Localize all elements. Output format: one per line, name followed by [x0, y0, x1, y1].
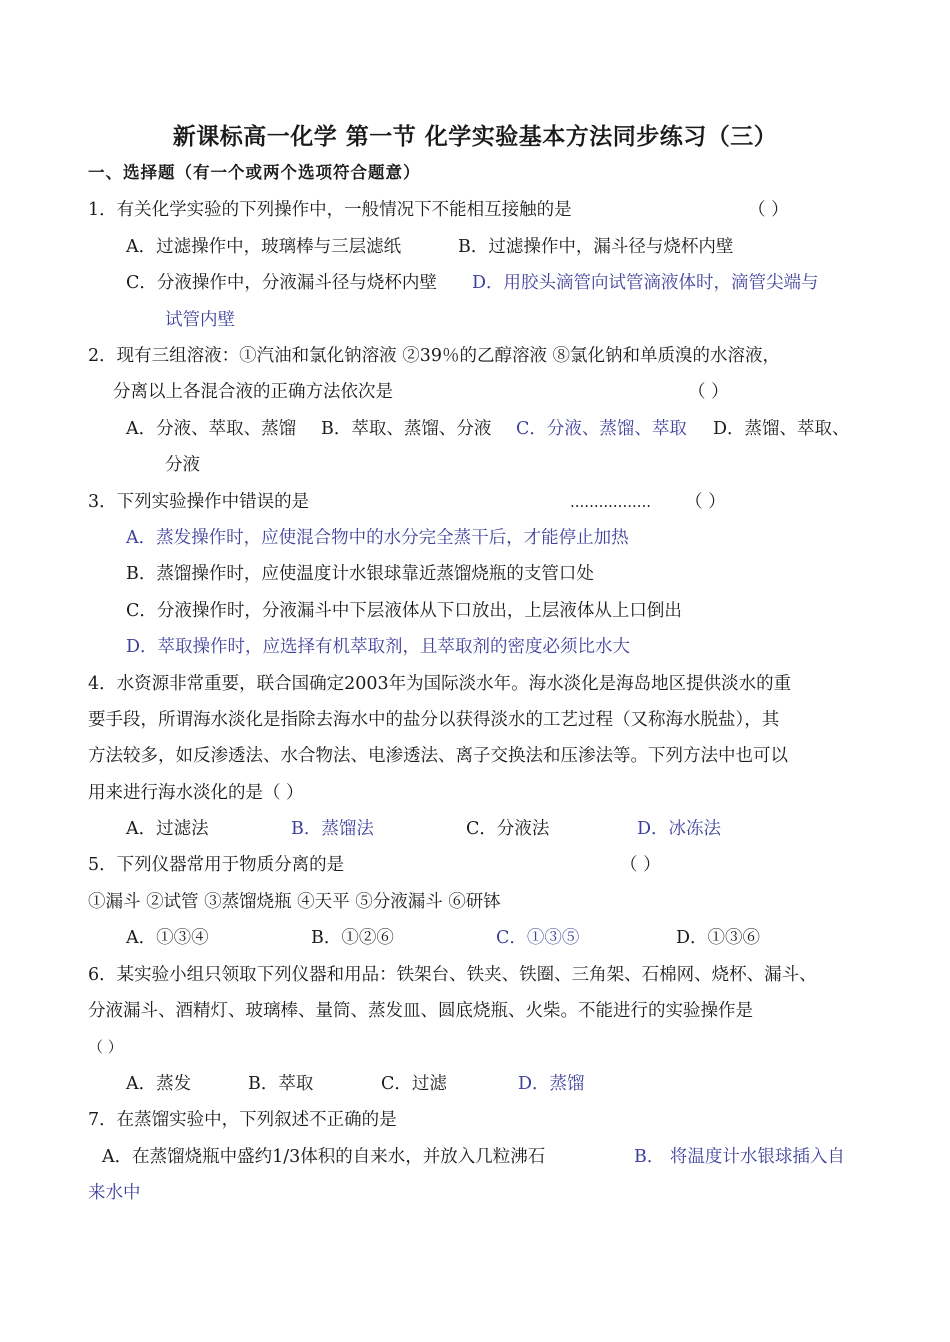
q3-dot-leader: ................. [570, 493, 652, 511]
q2-option-c: C．分液、蒸馏、萃取 [516, 419, 687, 439]
q6-option-a: A．蒸发 [126, 1074, 192, 1094]
q3-answer-paren: （ ） [685, 492, 726, 512]
q7-option-a: A．在蒸馏烧瓶中盛约1/3体积的自来水，并放入几粒沸石 [102, 1147, 546, 1167]
q3-stem: 3．下列实验操作中错误的是 [88, 492, 310, 512]
q5-option-a: A．①③④ [126, 928, 209, 948]
q3-option-d: D．萃取操作时，应选择有机萃取剂，且萃取剂的密度必须比水大 [126, 637, 631, 657]
q1-answer-paren: （ ） [748, 200, 789, 220]
q1-option-d: D．用胶头滴管向试管滴液体时，滴管尖端与 [472, 273, 819, 293]
q1-option-c: C．分液操作中，分液漏斗径与烧杯内壁 [126, 273, 437, 293]
q4-stem-line4: 用来进行海水淡化的是（ ） [88, 783, 304, 803]
q6-answer-paren: （ ） [88, 1038, 123, 1056]
q6-option-b: B．萃取 [248, 1074, 314, 1094]
q1-stem: 1．有关化学实验的下列操作中，一般情况下不能相互接触的是 [88, 200, 572, 220]
q6-option-c: C．过滤 [381, 1074, 447, 1094]
q7-stem: 7．在蒸馏实验中，下列叙述不正确的是 [88, 1110, 397, 1130]
q2-stem-line1: 2．现有三组溶液：①汽油和氯化钠溶液 ②39％的乙醇溶液 ⑧氯化钠和单质溴的水溶液， [88, 346, 781, 366]
q4-option-b: B．蒸馏法 [291, 819, 374, 839]
q5-answer-paren: （ ） [620, 855, 661, 875]
q4-option-a: A．过滤法 [126, 819, 209, 839]
q5-option-d: D．①③⑥ [676, 928, 761, 948]
q3-option-c: C．分液操作时，分液漏斗中下层液体从下口放出，上层液体从上口倒出 [126, 601, 682, 621]
q2-option-d-cont: 分液 [165, 455, 200, 475]
q2-answer-paren: （ ） [688, 382, 729, 402]
q3-option-a: A．蒸发操作时，应使混合物中的水分完全蒸干后，才能停止加热 [126, 528, 629, 548]
q2-option-b: B．萃取、蒸馏、分液 [321, 419, 492, 439]
q7-option-b-cont: 来水中 [88, 1183, 141, 1203]
q2-stem-line2: 分离以上各混合液的正确方法依次是 [113, 382, 393, 402]
page-title: 新课标高一化学 第一节 化学实验基本方法同步练习（三） [172, 123, 778, 150]
q6-stem-line1: 6．某实验小组只领取下列仪器和用品：铁架台、铁夹、铁圈、三角架、石棉网、烧杯、漏斗、 [88, 965, 817, 985]
q5-stem: 5．下列仪器常用于物质分离的是 [88, 855, 345, 875]
q6-option-d: D．蒸馏 [518, 1074, 585, 1094]
q4-stem-line1: 4．水资源非常重要，联合国确定2003年为国际淡水年。海水淡化是海岛地区提供淡水的重 [88, 674, 792, 694]
q1-option-b: B．过滤操作中，漏斗径与烧杯内壁 [458, 237, 734, 257]
q7-option-b: B． 将温度计水银球插入自 [634, 1147, 845, 1167]
q5-option-c: C．①③⑤ [496, 928, 580, 948]
q1-option-a: A．过滤操作中，玻璃棒与三层滤纸 [126, 237, 402, 257]
q4-stem-line3: 方法较多，如反渗透法、水合物法、电渗透法、离子交换法和压渗法等。下列方法中也可以 [88, 746, 788, 766]
q5-instrument-list: ①漏斗 ②试管 ③蒸馏烧瓶 ④天平 ⑤分液漏斗 ⑥研钵 [88, 892, 501, 912]
q1-option-d-cont: 试管内壁 [165, 310, 235, 330]
q2-option-a: A．分液、萃取、蒸馏 [126, 419, 297, 439]
q2-option-d: D．蒸馏、萃取、 [713, 419, 850, 439]
q6-stem-line2: 分液漏斗、酒精灯、玻璃棒、量筒、蒸发皿、圆底烧瓶、火柴。不能进行的实验操作是 [88, 1001, 753, 1021]
q4-stem-line2: 要手段，所谓海水淡化是指除去海水中的盐分以获得淡水的工艺过程（又称海水脱盐），其 [88, 710, 780, 730]
q3-option-b: B．蒸馏操作时，应使温度计水银球靠近蒸馏烧瓶的支管口处 [126, 564, 594, 584]
q5-option-b: B．①②⑥ [311, 928, 394, 948]
q4-option-c: C．分液法 [466, 819, 550, 839]
q4-option-d: D．冰冻法 [637, 819, 722, 839]
section-heading: 一、选择题（有一个或两个选项符合题意） [88, 163, 421, 182]
